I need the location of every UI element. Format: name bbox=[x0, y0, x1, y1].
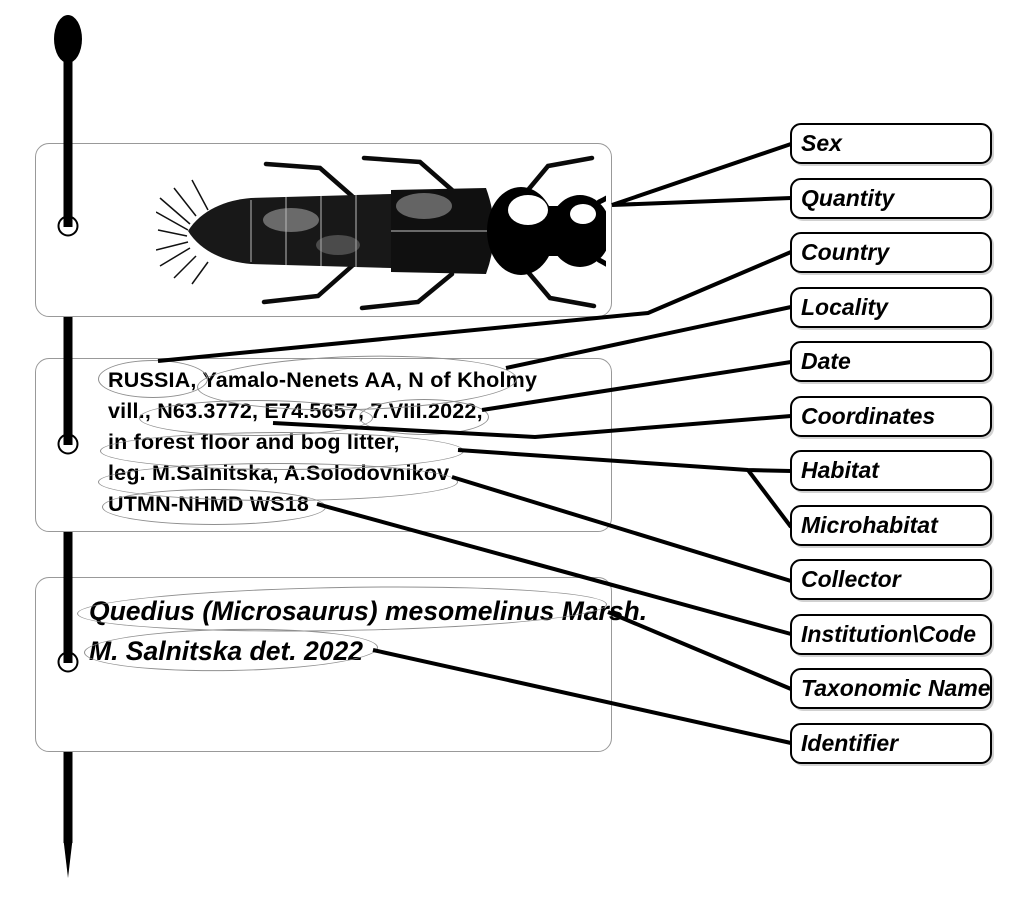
field-box-label: Country bbox=[801, 239, 890, 265]
field-box-habitat bbox=[790, 450, 992, 491]
field-box-coordinates bbox=[790, 396, 992, 437]
field-box-taxonomic-name bbox=[790, 668, 992, 709]
field-box-identifier bbox=[790, 723, 992, 764]
habitat-line: in forest floor and bog litter, bbox=[108, 430, 400, 454]
pin-head-icon bbox=[54, 15, 82, 63]
abdomen-mottling bbox=[316, 235, 360, 255]
field-box-quantity bbox=[790, 178, 992, 219]
locality-label-card bbox=[35, 358, 612, 532]
field-box-locality bbox=[790, 287, 992, 328]
country-locality-line: RUSSIA, Yamalo-Nenets AA, N of Kholmy bbox=[108, 368, 538, 392]
taxonomic-name-line: Quedius (Microsaurus) mesomelinus Marsh. bbox=[89, 596, 648, 626]
locality-label-text bbox=[108, 365, 537, 520]
rove-beetle-illustration bbox=[156, 150, 606, 312]
connector-microhabitat bbox=[748, 470, 791, 527]
field-box-label: Institution\Code bbox=[801, 621, 977, 647]
connector-sex bbox=[612, 144, 791, 205]
determination-label-card bbox=[35, 577, 648, 752]
institution-code-line: UTMN-NHMD WS18 bbox=[108, 492, 310, 516]
field-box-sex bbox=[790, 123, 992, 164]
abdomen-mottling bbox=[263, 208, 319, 232]
field-box-label: Quantity bbox=[801, 185, 895, 211]
field-box-country bbox=[790, 232, 992, 273]
field-box-microhabitat bbox=[790, 505, 992, 546]
coordinates-date-line: vill., N63.3772, E74.5657, 7.VIII.2022, bbox=[108, 399, 483, 423]
field-box-collector bbox=[790, 559, 992, 600]
specimen-image-card bbox=[35, 143, 612, 317]
collector-line: leg. M.Salnitska, A.Solodovnikov bbox=[108, 461, 450, 485]
field-box-label: Identifier bbox=[801, 730, 899, 756]
field-box-date bbox=[790, 341, 992, 382]
determination-label-text bbox=[89, 591, 647, 671]
head-highlight bbox=[570, 204, 596, 224]
field-box-label: Date bbox=[801, 348, 851, 374]
field-box-label: Locality bbox=[801, 294, 888, 320]
identifier-line: M. Salnitska det. 2022 bbox=[89, 636, 363, 666]
field-box-label: Collector bbox=[801, 566, 901, 592]
field-box-label: Sex bbox=[801, 130, 842, 156]
field-box-label: Habitat bbox=[801, 457, 879, 483]
field-box-label: Microhabitat bbox=[801, 512, 938, 538]
field-box-label: Coordinates bbox=[801, 403, 936, 429]
field-box-institution-code bbox=[790, 614, 992, 655]
pronotum-highlight bbox=[508, 195, 548, 225]
connector-quantity bbox=[612, 198, 791, 205]
field-box-label: Taxonomic Name bbox=[801, 675, 991, 701]
elytra-stipple bbox=[396, 193, 452, 219]
